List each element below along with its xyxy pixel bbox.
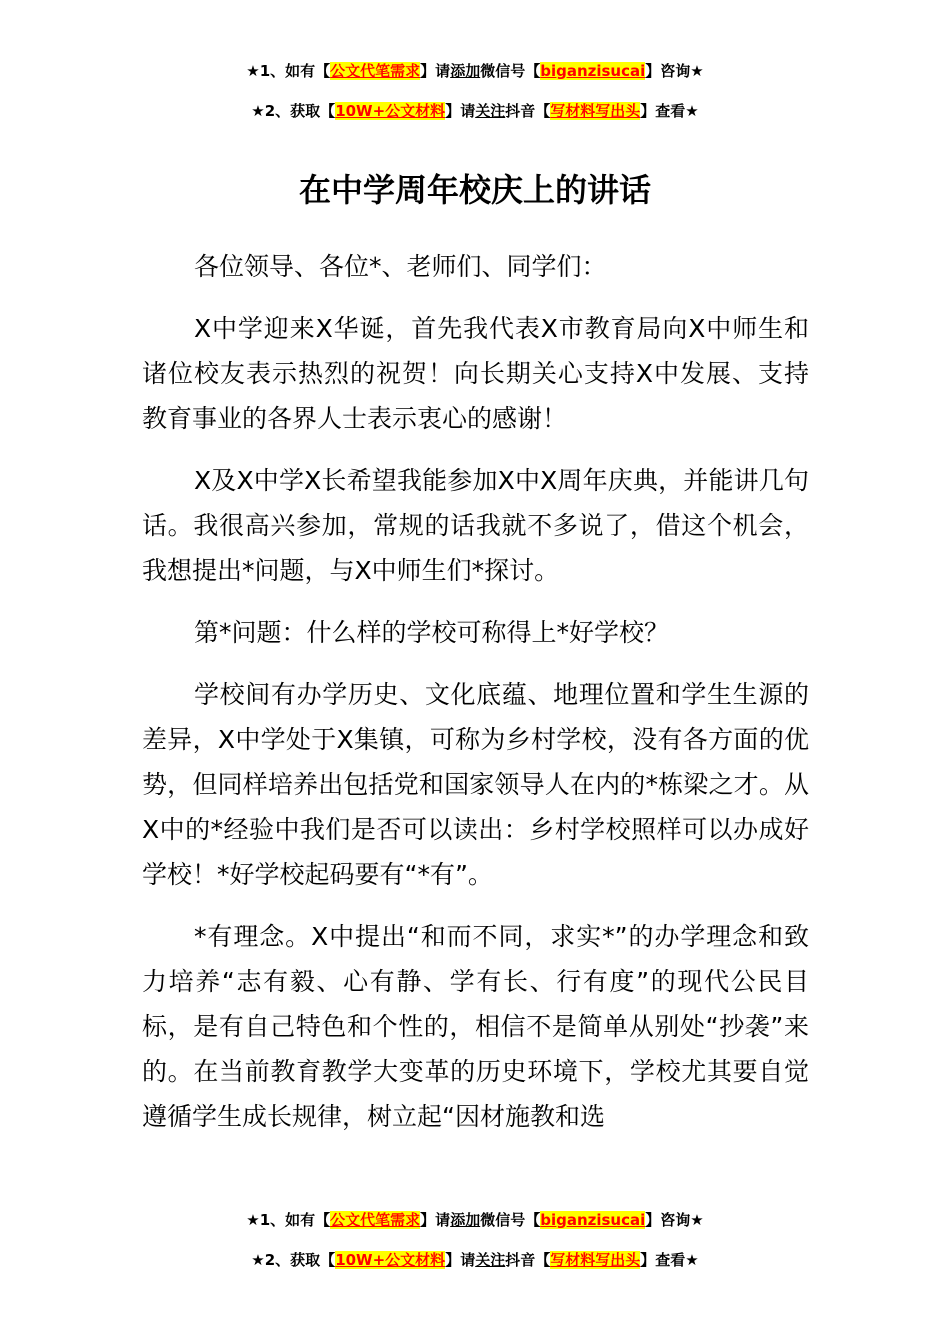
banner-text: 】查看★: [640, 102, 699, 120]
banner-underlined-text: 添加: [450, 1211, 481, 1229]
banner-text: 微信号【: [480, 1211, 541, 1229]
banner-text: 】咨询★: [645, 62, 704, 80]
banner-highlight-wechat-id: biganzisucai: [540, 1211, 646, 1229]
salutation-paragraph: 各位领导、各位*、老师们、同学们：: [194, 252, 607, 281]
banner-text: 】请: [420, 1211, 451, 1229]
document-title: 在中学周年校庆上的讲话: [298, 171, 651, 209]
banner-underlined-text: 添加: [450, 62, 481, 80]
banner-text: 】请: [445, 1251, 476, 1269]
banner-text: 】请: [420, 62, 451, 80]
banner-text: 抖音【: [505, 102, 551, 120]
banner-highlight-service: 公文代笔需求: [330, 62, 421, 80]
footer-banner-line-1: [0, 1209, 950, 1231]
banner-highlight-materials: 10W+公文材料: [335, 102, 446, 120]
banner-highlight-materials: 10W+公文材料: [335, 1251, 446, 1269]
banner-text: ★2、获取【: [251, 102, 336, 120]
banner-highlight-douyin-account: 写材料写出头: [550, 1251, 641, 1269]
banner-underlined-text: 关注: [475, 102, 506, 120]
banner-text: 微信号【: [480, 62, 541, 80]
section-heading-paragraph: 第*问题：什么样的学校可称得上*好学校？: [194, 618, 670, 647]
banner-text: ★1、如有【: [246, 62, 331, 80]
body-paragraph: X中学迎来X华诞，首先我代表X市教育局向X中师生和诸位校友表示热烈的祝贺！向长期关心支持X中发展、支持教育事业的各界人士表示衷心的感谢！: [142, 314, 809, 433]
header-banner-line-2: [0, 100, 950, 122]
banner-highlight-douyin-account: 写材料写出头: [550, 102, 641, 120]
banner-underlined-text: 关注: [475, 1251, 506, 1269]
body-paragraph: 学校间有办学历史、文化底蕴、地理位置和学生生源的差异，X中学处于X集镇，可称为乡村学校，没有各方面的优势，但同样培养出包括党和国家领导人在内的*栋梁之才。从X中的*经验中我们是否可以读出：乡村学校照样可以办成好学校！*好学校起码要有“*有”。: [142, 680, 809, 889]
banner-highlight-service: 公文代笔需求: [330, 1211, 421, 1229]
banner-text: ★1、如有【: [246, 1211, 331, 1229]
body-paragraph: *有理念。X中提出“和而不同，求实*”的办学理念和致力培养“志有毅、心有静、学有长、行有度”的现代公民目标，是有自己特色和个性的，相信不是简单从别处“抄袭”来的。在当前教育教学大变革的历史环境下，学校尤其要自觉遵循学生成长规律，树立起“因材施教和选: [142, 922, 809, 1131]
banner-text: 】查看★: [640, 1251, 699, 1269]
document-body: [142, 244, 809, 1156]
body-paragraph: X及X中学X长希望我能参加X中X周年庆典，并能讲几句话。我很高兴参加，常规的话我就不多说了，借这个机会，我想提出*问题，与X中师生们*探讨。: [142, 466, 809, 585]
banner-text: ★2、获取【: [251, 1251, 336, 1269]
header-banner-line-1: [0, 60, 950, 82]
banner-text: 】咨询★: [645, 1211, 704, 1229]
footer-banner-line-2: [0, 1249, 950, 1271]
banner-text: 】请: [445, 102, 476, 120]
banner-highlight-wechat-id: biganzisucai: [540, 62, 646, 80]
banner-text: 抖音【: [505, 1251, 551, 1269]
